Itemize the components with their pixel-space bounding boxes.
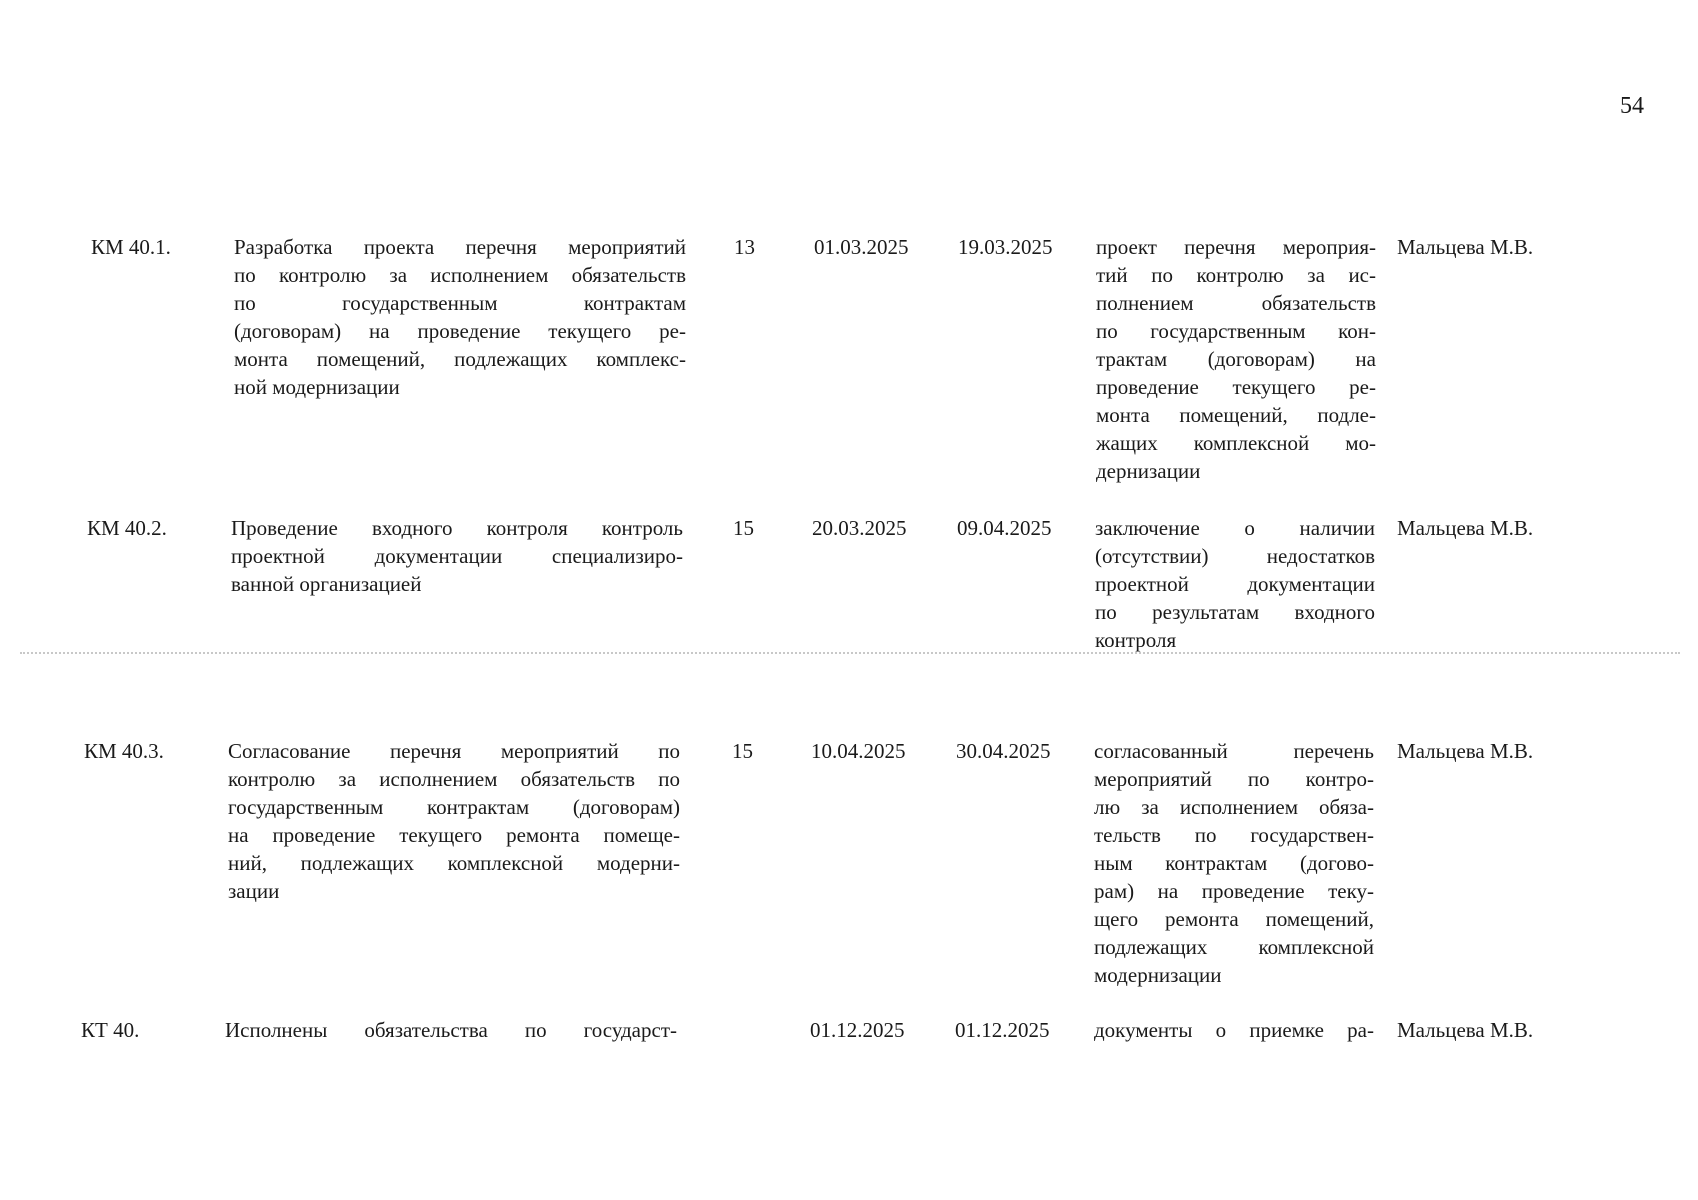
result-document <box>1096 233 1376 485</box>
result-line: проведение текущего ре- <box>1096 375 1376 399</box>
result-document <box>1094 1016 1374 1044</box>
start-date: 01.12.2025 <box>810 1018 905 1042</box>
responsible-person: Мальцева М.В. <box>1397 516 1534 540</box>
result-line: (отсутствии) недостатков <box>1095 544 1375 568</box>
milestone-code: КМ 40.2. <box>87 516 167 540</box>
duration-days: 13 <box>734 235 755 259</box>
result-line: ным контрактам (догово- <box>1094 851 1374 875</box>
milestone-code: КТ 40. <box>81 1018 140 1042</box>
end-date: 19.03.2025 <box>958 235 1053 259</box>
description-line: государственным контрактам (договорам) <box>228 795 680 819</box>
milestone-code: КМ 40.1. <box>91 235 171 259</box>
description-line: на проведение текущего ремонта помеще- <box>228 823 680 847</box>
result-line: щего ремонта помещений, <box>1094 907 1374 931</box>
description-line: Проведение входного контроля контроль <box>231 516 683 540</box>
description-line: Согласование перечня мероприятий по <box>228 739 680 763</box>
result-line: тий по контролю за ис- <box>1096 263 1376 287</box>
result-line: дернизации <box>1096 459 1201 483</box>
result-line: лю за исполнением обяза- <box>1094 795 1374 819</box>
duration-days: 15 <box>732 739 753 763</box>
description-line: Исполнены обязательства по государст- <box>225 1018 677 1042</box>
result-line: трактам (договорам) на <box>1096 347 1376 371</box>
result-line: подлежащих комплексной <box>1094 935 1374 959</box>
milestone-code: КМ 40.3. <box>84 739 164 763</box>
result-line: документы о приемке ра- <box>1094 1018 1374 1042</box>
description-line: монта помещений, подлежащих комплекс- <box>234 347 686 371</box>
milestone-description <box>225 1016 677 1044</box>
description-line: проектной документации специализиро- <box>231 544 683 568</box>
end-date: 09.04.2025 <box>957 516 1052 540</box>
result-line: контроля <box>1095 628 1177 652</box>
description-line: ной модернизации <box>234 375 400 399</box>
result-line: согласованный перечень <box>1094 739 1374 763</box>
start-date: 01.03.2025 <box>814 235 909 259</box>
description-line: (договорам) на проведение текущего ре- <box>234 319 686 343</box>
description-line: по государственным контрактам <box>234 291 686 315</box>
result-line: монта помещений, подле- <box>1096 403 1376 427</box>
description-line: ний, подлежащих комплексной модерни- <box>228 851 680 875</box>
end-date: 30.04.2025 <box>956 739 1051 763</box>
responsible-person: Мальцева М.В. <box>1397 235 1534 259</box>
result-line: жащих комплексной мо- <box>1096 431 1376 455</box>
result-line: мероприятий по контро- <box>1094 767 1374 791</box>
result-line: тельств по государствен- <box>1094 823 1374 847</box>
description-line: Разработка проекта перечня мероприятий <box>234 235 686 259</box>
description-line: контролю за исполнением обязательств по <box>228 767 680 791</box>
result-line: модернизации <box>1094 963 1222 987</box>
result-line: полнением обязательств <box>1096 291 1376 315</box>
description-line: ванной организацией <box>231 572 422 596</box>
duration-days: 15 <box>733 516 754 540</box>
result-line: проектной документации <box>1095 572 1375 596</box>
milestone-description <box>231 514 683 598</box>
milestone-description <box>228 737 680 905</box>
result-line: по результатам входного <box>1095 600 1375 624</box>
start-date: 10.04.2025 <box>811 739 906 763</box>
page-number: 54 <box>1620 93 1644 119</box>
description-line: зации <box>228 879 280 903</box>
result-document <box>1094 737 1374 989</box>
responsible-person: Мальцева М.В. <box>1397 739 1534 763</box>
milestone-description <box>234 233 686 401</box>
result-line: рам) на проведение теку- <box>1094 879 1374 903</box>
page-divider <box>20 652 1680 654</box>
result-line: проект перечня мероприя- <box>1096 235 1376 259</box>
end-date: 01.12.2025 <box>955 1018 1050 1042</box>
description-line: по контролю за исполнением обязательств <box>234 263 686 287</box>
result-line: по государственным кон- <box>1096 319 1376 343</box>
result-line: заключение о наличии <box>1095 516 1375 540</box>
responsible-person: Мальцева М.В. <box>1397 1018 1534 1042</box>
result-document <box>1095 514 1375 654</box>
start-date: 20.03.2025 <box>812 516 907 540</box>
